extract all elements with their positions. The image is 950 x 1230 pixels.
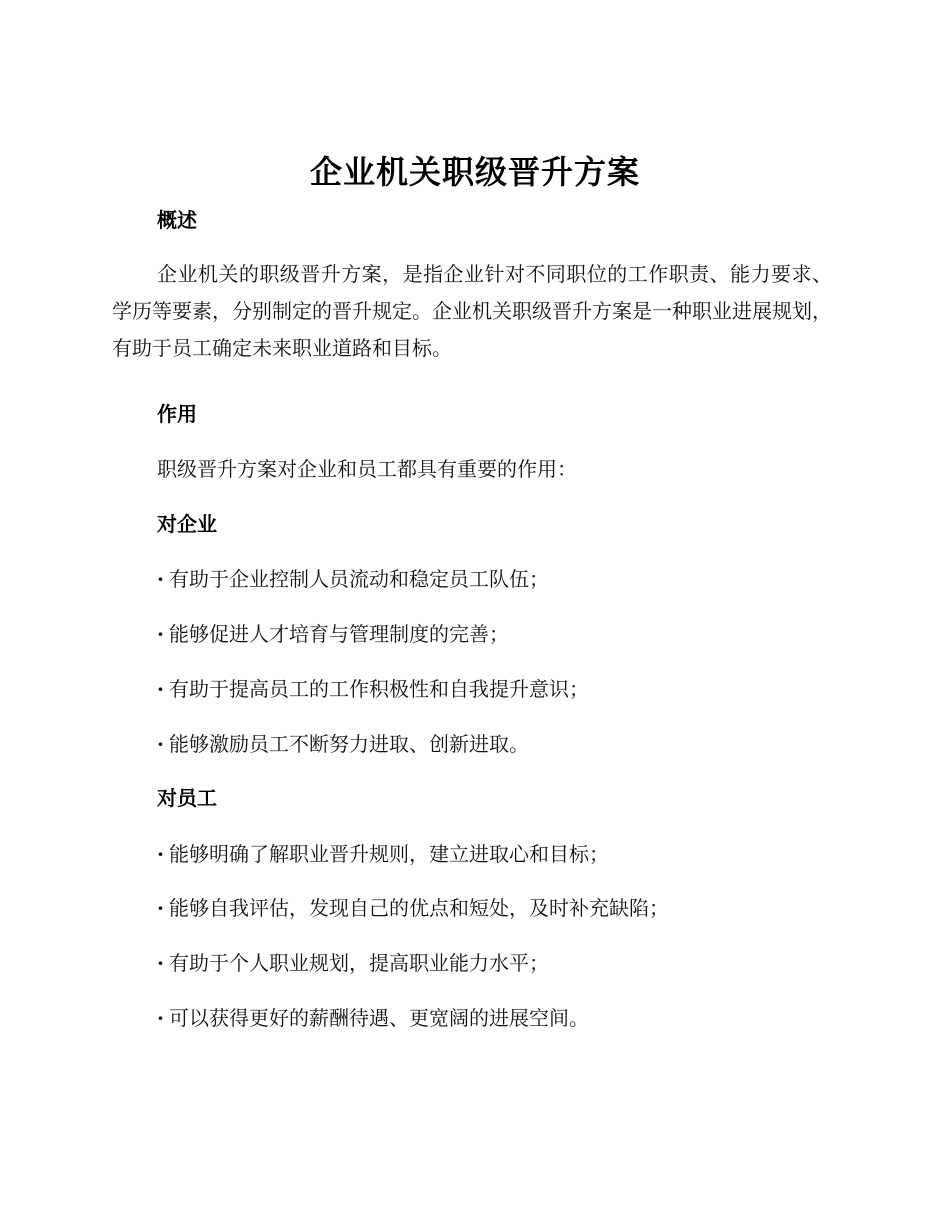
list-item bbox=[157, 675, 589, 703]
list-item bbox=[157, 565, 549, 593]
bullet-icon: · bbox=[157, 951, 164, 975]
bullet-icon: · bbox=[157, 622, 164, 646]
list-item bbox=[157, 949, 549, 977]
section-heading-role: 作用 bbox=[157, 402, 197, 426]
bullet-icon: · bbox=[157, 1006, 164, 1030]
bullet-icon: · bbox=[157, 896, 164, 920]
list-item bbox=[157, 730, 529, 758]
list-item-text: 能够自我评估，发现自己的优点和短处，及时补充缺陷； bbox=[169, 896, 669, 920]
list-item-text: 能够促进人才培育与管理制度的完善； bbox=[169, 622, 509, 646]
list-item-text: 有助于企业控制人员流动和稳定员工队伍； bbox=[169, 567, 549, 591]
list-item-text: 能够激励员工不断努力进取、创新进取。 bbox=[169, 732, 529, 756]
section-heading-overview: 概述 bbox=[157, 208, 197, 232]
bullet-icon: · bbox=[157, 732, 164, 756]
bullet-icon: · bbox=[157, 677, 164, 701]
list-item bbox=[157, 840, 609, 868]
list-item bbox=[157, 894, 669, 922]
role-intro: 职级晋升方案对企业和员工都具有重要的作用： bbox=[157, 457, 577, 481]
section-heading-for-company: 对企业 bbox=[157, 512, 217, 536]
list-item-text: 能够明确了解职业晋升规则，建立进取心和目标； bbox=[169, 842, 609, 866]
section-heading-for-employee: 对员工 bbox=[157, 786, 217, 810]
list-item bbox=[157, 1004, 589, 1032]
document-title: 企业机关职级晋升方案 bbox=[309, 153, 640, 191]
overview-paragraph: 企业机关的职级晋升方案，是指企业针对不同职位的工作职责、能力要求、学历等要素，分别制定的晋升规定。企业机关职级晋升方案是一种职业进展规划，有助于员工确定未来职业道路和目标。 bbox=[112, 262, 832, 360]
list-item-text: 有助于提高员工的工作积极性和自我提升意识； bbox=[169, 677, 589, 701]
list-item-text: 有助于个人职业规划，提高职业能力水平； bbox=[169, 951, 549, 975]
list-item-text: 可以获得更好的薪酬待遇、更宽阔的进展空间。 bbox=[169, 1006, 589, 1030]
list-item bbox=[157, 620, 509, 648]
bullet-icon: · bbox=[157, 842, 164, 866]
bullet-icon: · bbox=[157, 567, 164, 591]
